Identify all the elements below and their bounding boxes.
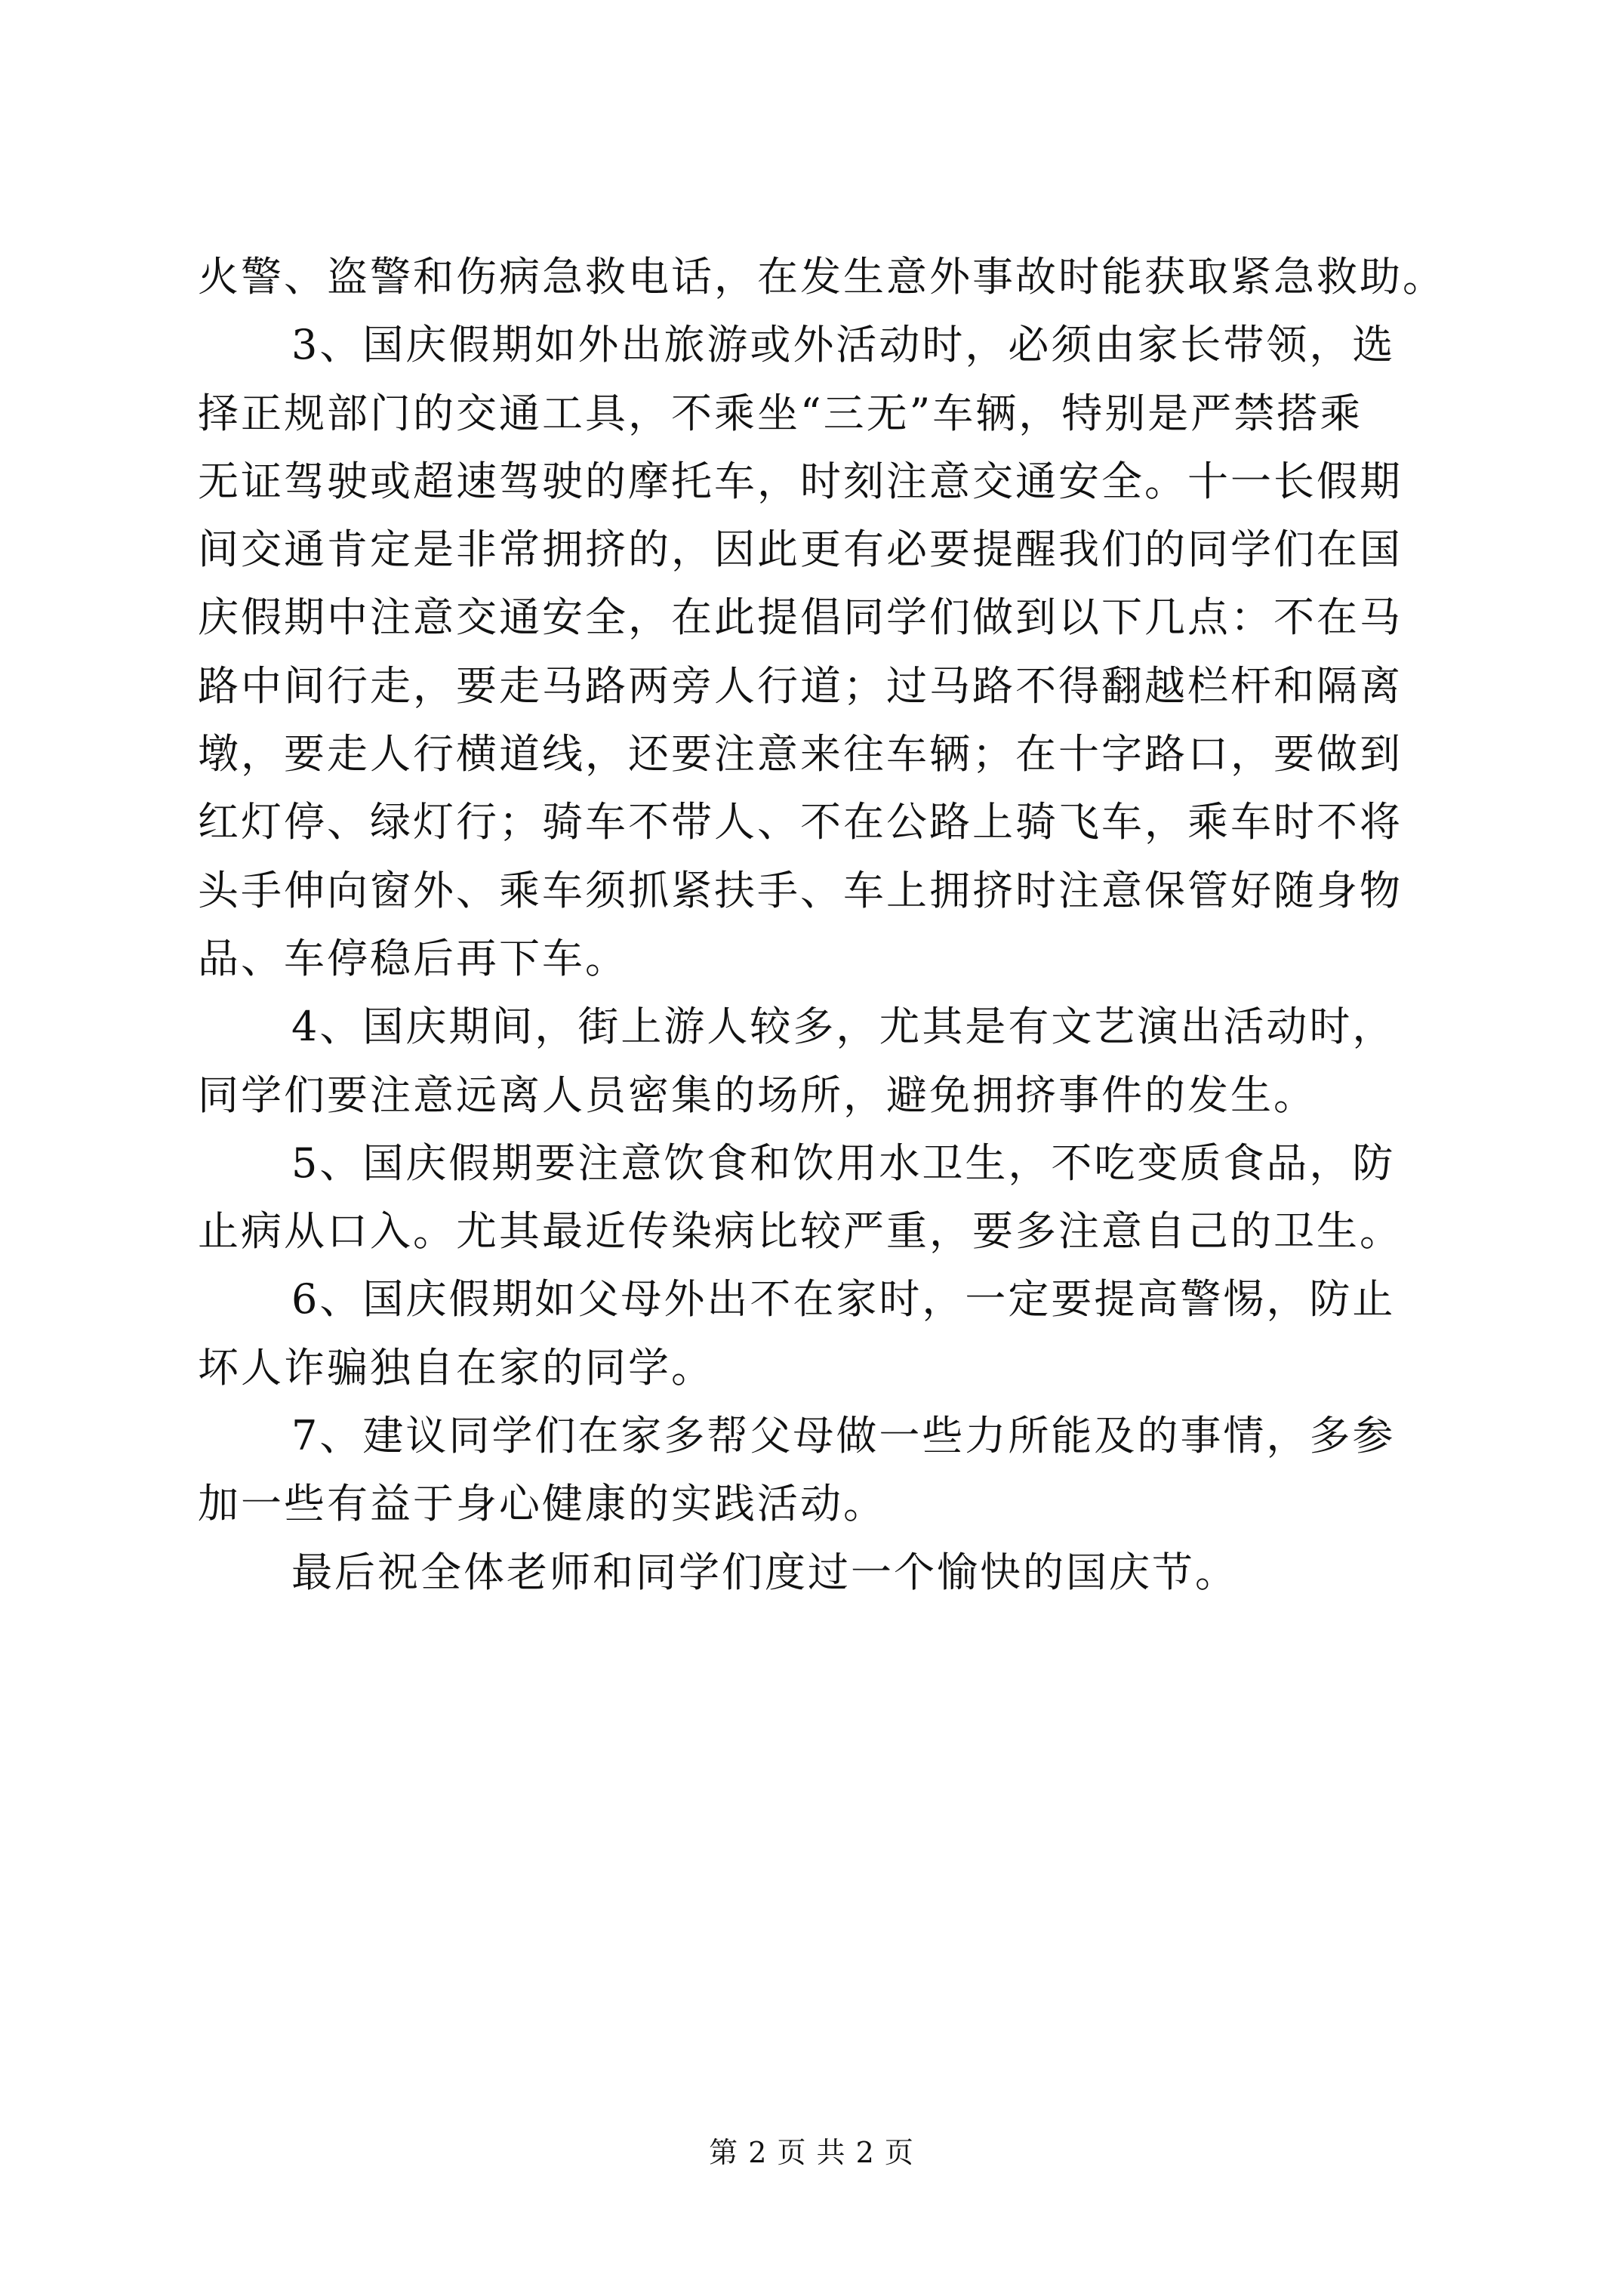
text-line: 红灯停、绿灯行；骑车不带人、不在公路上骑飞车，乘车时不将: [198, 798, 1403, 846]
text-line: 坏人诈骗独自在家的同学。: [198, 1343, 714, 1391]
text-line: 间交通肯定是非常拥挤的，因此更有必要提醒我们的同学们在国: [198, 525, 1403, 574]
text-line: 庆假期中注意交通安全，在此提倡同学们做到以下几点：不在马: [198, 593, 1403, 642]
paragraph-3-start: 3、国庆假期如外出旅游或外活动时，必须由家长带领，选: [291, 321, 1396, 369]
closing-paragraph: 最后祝全体老师和同学们度过一个愉快的国庆节。: [291, 1548, 1238, 1596]
text-line: 路中间行走，要走马路两旁人行道；过马路不得翻越栏杆和隔离: [198, 661, 1403, 710]
text-line: 同学们要注意远离人员密集的场所，避免拥挤事件的发生。: [198, 1071, 1317, 1119]
document-body: [198, 243, 1446, 1607]
text-line: 头手伸向窗外、乘车须抓紧扶手、车上拥挤时注意保管好随身物: [198, 866, 1403, 914]
text-line: 品、车停稳后再下车。: [198, 934, 628, 982]
text-line: 止病从口入。尤其最近传染病比较严重，要多注意自己的卫生。: [198, 1207, 1403, 1256]
text-line: 择正规部门的交通工具，不乘坐“三无”车辆，特别是严禁搭乘: [198, 389, 1363, 437]
text-line: 火警、盗警和伤病急救电话，在发生意外事故时能获取紧急救助。: [198, 253, 1446, 300]
paragraph-7-start: 7、建议同学们在家多帮父母做一些力所能及的事情，多参: [291, 1412, 1396, 1460]
paragraph-5-start: 5、国庆假期要注意饮食和饮用水卫生，不吃变质食品，防: [291, 1139, 1396, 1187]
paragraph-6-start: 6、国庆假期如父母外出不在家时，一定要提高警惕，防止: [291, 1275, 1396, 1324]
page-number-footer: 第 2 页 共 2 页: [709, 2136, 914, 2169]
text-line: 无证驾驶或超速驾驶的摩托车，时刻注意交通安全。十一长假期: [198, 457, 1403, 505]
paragraph-4-start: 4、国庆期间，街上游人较多，尤其是有文艺演出活动时，: [291, 1003, 1396, 1051]
text-line: 加一些有益于身心健康的实践活动。: [198, 1480, 886, 1528]
text-line: 墩，要走人行横道线，还要注意来往车辆；在十字路口，要做到: [198, 730, 1403, 778]
